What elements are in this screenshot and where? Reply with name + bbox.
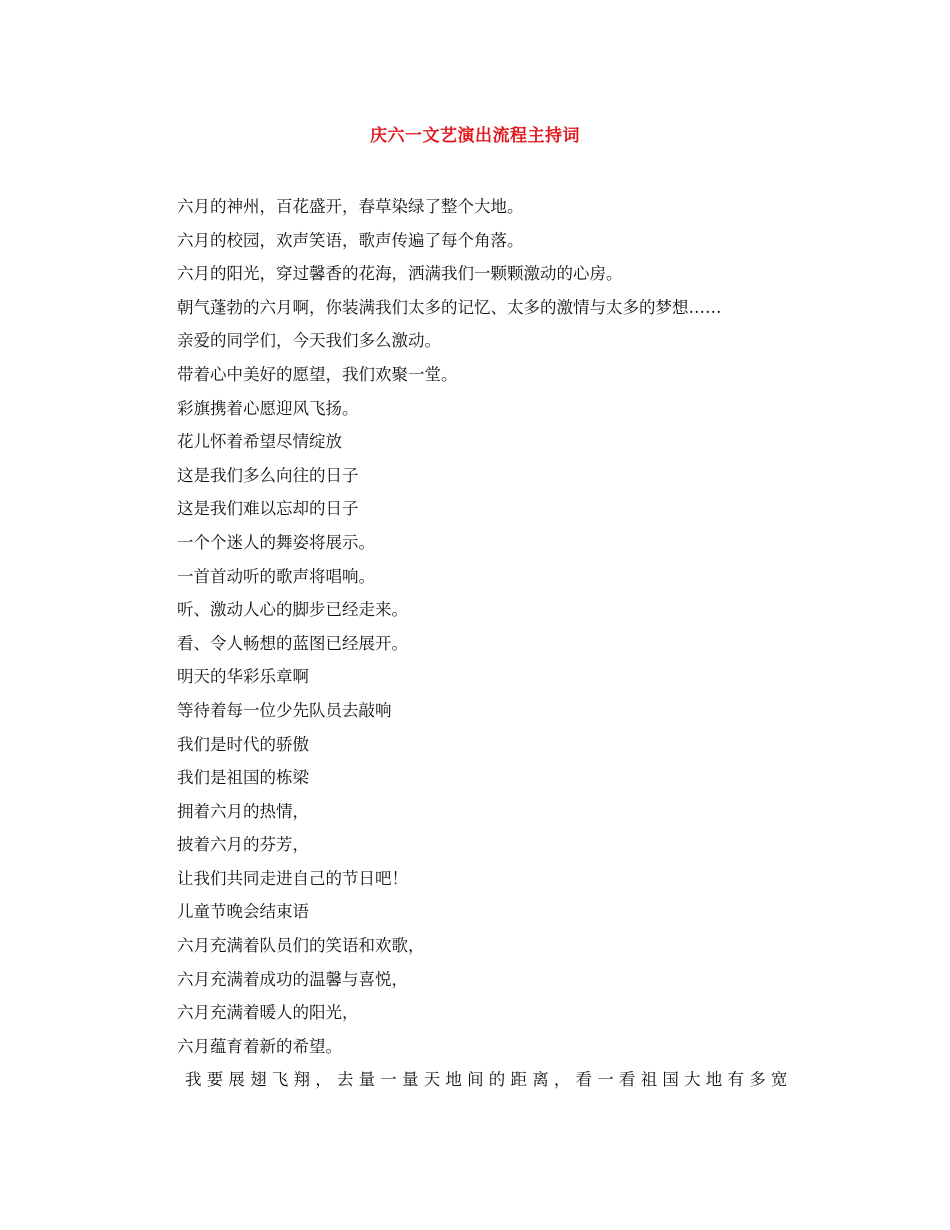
text-line: 六月充满着队员们的笑语和欢歌， bbox=[177, 936, 425, 956]
section-heading-closing: 儿童节晚会结束语 bbox=[177, 902, 309, 922]
text-line: 明天的华彩乐章啊 bbox=[177, 667, 309, 687]
text-line: 我们是祖国的栋梁 bbox=[177, 768, 309, 788]
text-line: 拥着六月的热情， bbox=[177, 801, 309, 821]
text-line: 这是我们难以忘却的日子 bbox=[177, 499, 359, 519]
text-line: 朝气蓬勃的六月啊，你装满我们太多的记忆、太多的激情与太多的梦想…… bbox=[177, 297, 722, 317]
text-line: 六月充满着暖人的阳光， bbox=[177, 1003, 359, 1023]
text-line: 六月的神州，百花盛开，春草染绿了整个大地。 bbox=[177, 197, 524, 216]
text-line: 六月的阳光，穿过馨香的花海，洒满我们一颗颗激动的心房。 bbox=[177, 264, 623, 284]
text-line: 六月的校园，欢声笑语，歌声传遍了每个角落。 bbox=[177, 230, 524, 250]
text-line: 六月蕴育着新的希望。 bbox=[177, 1036, 342, 1056]
text-line: 披着六月的芬芳， bbox=[177, 835, 309, 855]
document-title: 庆六一文艺演出流程主持词 bbox=[370, 126, 580, 146]
text-line: 等待着每一位少先队员去敲响 bbox=[177, 700, 392, 720]
text-line: 带着心中美好的愿望，我们欢聚一堂。 bbox=[177, 364, 458, 384]
text-line: 这是我们多么向往的日子 bbox=[177, 465, 359, 485]
document-body bbox=[177, 192, 837, 1099]
text-line: 亲爱的同学们，今天我们多么激动。 bbox=[177, 331, 441, 351]
text-line: 一首首动听的歌声将唱响。 bbox=[177, 566, 375, 586]
text-line: 看、令人畅想的蓝图已经展开。 bbox=[177, 633, 408, 653]
text-line: 听、激动人心的脚步已经走来。 bbox=[177, 600, 408, 620]
text-line: 六月充满着成功的温馨与喜悦， bbox=[177, 969, 408, 989]
text-line: 我们是时代的骄傲 bbox=[177, 734, 309, 754]
text-line: 让我们共同走进自己的节日吧！ bbox=[177, 868, 408, 888]
text-line: 一个个迷人的舞姿将展示。 bbox=[177, 532, 375, 552]
text-line: 花儿怀着希望尽情绽放 bbox=[177, 432, 342, 452]
text-line: 我要展翅飞翔，去量一量天地间的距离，看一看祖国大地有多宽 bbox=[185, 1070, 793, 1090]
text-line: 彩旗携着心愿迎风飞扬。 bbox=[177, 398, 359, 418]
